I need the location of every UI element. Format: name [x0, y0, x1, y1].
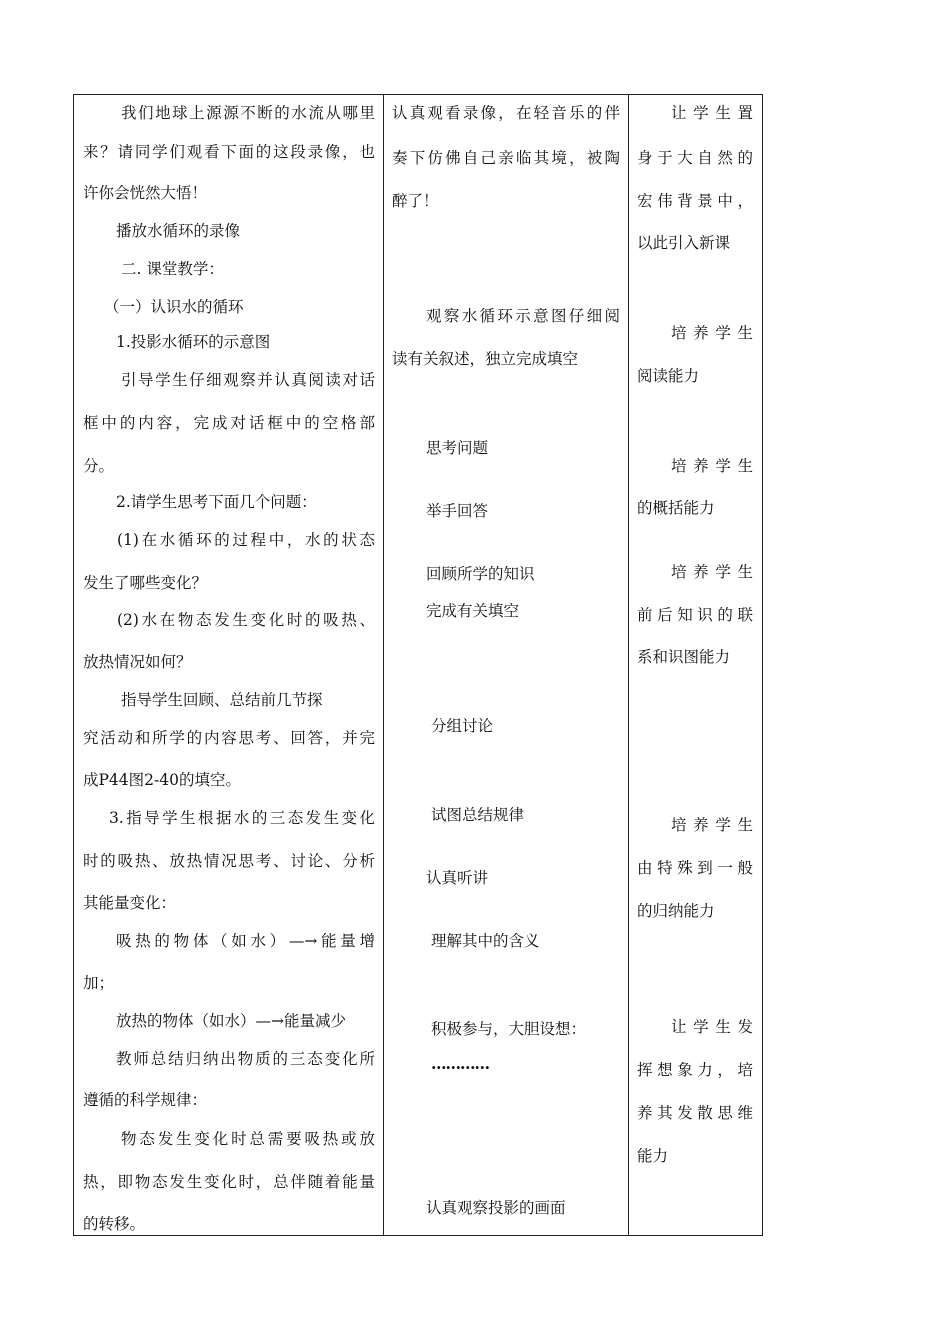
guide-line: 框中的内容，完成对话框中的空格部 [83, 414, 375, 432]
student-line: 观察水循环示意图仔细阅 [426, 307, 620, 325]
student-line: 回顾所学的知识 [426, 565, 535, 583]
summary-line: 教师总结归纳出物质的三态变化所 [116, 1050, 375, 1068]
intent-line: 让学生置 [671, 104, 753, 122]
guide-line: 究活动和所学的内容思考、回答，并完 [83, 729, 375, 747]
column-divider [383, 94, 384, 1236]
step-text: 3.指导学生根据水的三态发生变化 [109, 809, 375, 827]
student-line: 醉了！ [392, 192, 439, 210]
energy-rule-line: 放热的物体（如水）—→能量减少 [116, 1012, 346, 1030]
intent-line: 前后知识的联 [637, 606, 753, 624]
column-divider [628, 94, 629, 1236]
intent-line: 阅读能力 [637, 367, 700, 385]
question-line: (1)在水循环的过程中，水的状态 [117, 531, 375, 549]
student-line: 完成有关填空 [426, 602, 520, 620]
intro-line: 我们地球上源源不断的水流从哪里 [121, 104, 375, 122]
intent-line: 身于大自然的 [637, 149, 753, 167]
student-line: 积极参与，大胆设想： [431, 1020, 587, 1038]
student-line: 分组讨论 [431, 717, 494, 735]
student-line: 举手回答 [426, 502, 489, 520]
intro-line: 来？请同学们观看下面的这段录像，也 [83, 143, 375, 161]
step-text: 1.投影水循环的示意图 [116, 333, 271, 351]
summary-line: 遵循的科学规律： [83, 1091, 208, 1109]
student-line: 认真观看录像，在轻音乐的伴 [392, 104, 620, 122]
intent-line: 培养学生 [671, 324, 753, 342]
step-text: 2.请学生思考下面几个问题： [116, 493, 317, 511]
intent-line: 的归纳能力 [637, 902, 715, 920]
intent-line: 培养学生 [671, 563, 753, 581]
intent-line: 由特殊到一般 [637, 859, 753, 877]
question-line: (2)水在物态发生变化时的吸热、 [117, 611, 375, 629]
student-line: 读有关叙述，独立完成填空 [392, 350, 579, 368]
student-line: 思考问题 [426, 439, 489, 457]
law-line: 热，即物态发生变化时，总伴随着能量 [83, 1173, 375, 1191]
intent-line: 能力 [637, 1147, 669, 1165]
guide-line: 分。 [83, 457, 115, 475]
student-line: 试图总结规律 [431, 806, 525, 824]
intent-line: 培养学生 [671, 457, 753, 475]
intent-line: 系和识图能力 [637, 648, 731, 666]
ellipsis-text: ………… [431, 1054, 489, 1073]
question-line: 放热情况如何？ [83, 653, 192, 671]
play-video-text: 播放水循环的录像 [116, 222, 241, 240]
question-line: 发生了哪些变化？ [83, 574, 208, 592]
energy-rule-line: 吸热的物体（如水）—→能量增 [116, 932, 375, 950]
intro-line: 许你会恍然大悟！ [83, 184, 208, 202]
guide-line: 引导学生仔细观察并认真阅读对话 [121, 371, 375, 389]
step-text: 时的吸热、放热情况思考、讨论、分析 [83, 852, 375, 870]
student-line: 认真听讲 [426, 869, 489, 887]
student-line: 认真观察投影的画面 [426, 1199, 566, 1217]
intent-line: 以此引入新课 [637, 234, 731, 252]
intent-line: 的概括能力 [637, 499, 715, 517]
student-line: 奏下仿佛自己亲临其境，被陶 [392, 149, 620, 167]
student-line: 理解其中的含义 [431, 932, 540, 950]
intent-line: 养其发散思维 [637, 1104, 753, 1122]
guide-line: 指导学生回顾、总结前几节探 [121, 691, 323, 709]
subsection-heading: （一）认识水的循环 [104, 298, 244, 316]
law-line: 物态发生变化时总需要吸热或放 [121, 1130, 375, 1148]
step-text: 其能量变化： [83, 894, 177, 912]
section-heading: 二. 课堂教学： [121, 260, 224, 278]
intent-line: 培养学生 [671, 816, 753, 834]
intent-line: 挥想象力，培 [637, 1061, 753, 1079]
guide-line: 成P44图2-40的填空。 [83, 771, 241, 789]
intent-line: 让学生发 [671, 1018, 753, 1036]
intent-line: 宏伟背景中， [637, 192, 753, 210]
energy-rule-line: 加； [83, 974, 115, 992]
law-line: 的转移。 [83, 1215, 146, 1233]
